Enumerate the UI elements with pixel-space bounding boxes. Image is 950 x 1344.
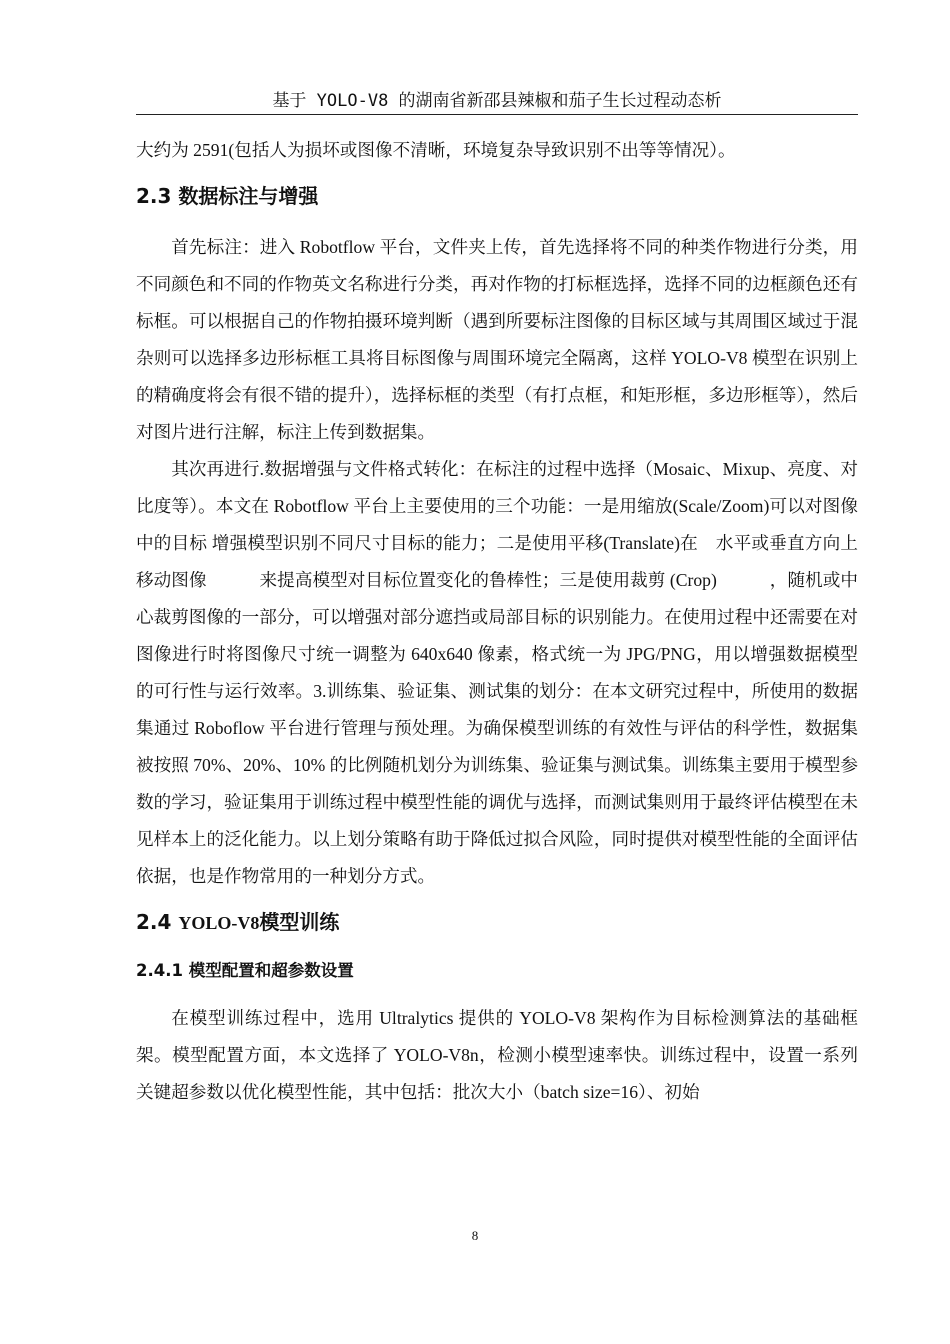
- section-heading-model: YOLO-V8: [178, 913, 260, 933]
- page-body: [136, 132, 858, 1111]
- section-heading-number: 2.4: [136, 910, 172, 934]
- continuation-paragraph: 大约为 2591(包括人为损坏或图像不清晰，环境复杂导致识别不出等等情况）。: [136, 140, 736, 160]
- section-heading-text: 模型训练: [259, 910, 340, 934]
- paragraph-model-config: 在模型训练过程中，选用 Ultralytics 提供的 YOLO-V8 架构作为目标检测算法的基础框架。模型配置方面，本文选择了 YOLO-V8n，检测小模型速率快。训练过程中，设置一系列关键超参数以优化模型性能，其中包括：批次大小（batch size=16）、初始: [136, 1008, 858, 1102]
- section-heading-2-3: 2.3 数据标注与增强: [136, 184, 319, 208]
- paragraph-augmentation: 其次再进行.数据增强与文件格式转化：在标注的过程中选择（Mosaic、Mixup、亮度、对比度等）。本文在 Robotflow 平台上主要使用的三个功能：一是用缩放(Scale/Zoom)可以对图像中的目标 增强模型识别不同尺寸目标的能力；二是使用平移(Translate)在 水平或垂直方向上移动图像 来提高模型对目标位置变化的鲁棒性；三是使用裁剪 (Crop) ，随机或中心裁剪图像的一部分，可以增强对部分遮挡或局部目标的识别能力。在使用过程中还需要在对图像进行时将图像尺寸统一调整为 640x640 像素，格式统一为 JPG/PNG，用以增强数据模型的可行性与运行效率。3.训练集、验证集、测试集的划分：在本文研究过程中，所使用的数据集通过 Roboflow 平台进行管理与预处理。为确保模型训练的有效性与评估的科学性，数据集被按照 70%、20%、10% 的比例随机划分为训练集、验证集与测试集。训练集主要用于模型参数的学习，验证集用于训练过程中模型性能的调优与选择，而测试集则用于最终评估模型在未见样本上的泛化能力。以上划分策略有助于降低过拟合风险，同时提供对模型性能的全面评估依据，也是作物常用的一种划分方式。: [136, 459, 858, 886]
- subsection-heading-2-4-1: 2.4.1 模型配置和超参数设置: [136, 961, 354, 980]
- page-number: 8: [471, 1228, 479, 1243]
- section-heading-2-4: [136, 907, 858, 938]
- running-header: 基于 YOLO-V8 的湖南省新邵县辣椒和茄子生长过程动态析: [136, 88, 858, 115]
- paragraph-annotation: 首先标注：进入 Robotflow 平台，文件夹上传，首先选择将不同的种类作物进行分类，用不同颜色和不同的作物英文名称进行分类，再对作物的打标框选择，选择不同的边框颜色还有标框。可以根据自己的作物拍摄环境判断（遇到所要标注图像的目标区域与其周围区域过于混杂则可以选择多边形标框工具将目标图像与周围环境完全隔离，这样 YOLO-V8 模型在识别上的精确度将会有很不错的提升），选择标框的类型（有打点框，和矩形框，多边形框等），然后对图片进行注解，标注上传到数据集。: [136, 237, 858, 442]
